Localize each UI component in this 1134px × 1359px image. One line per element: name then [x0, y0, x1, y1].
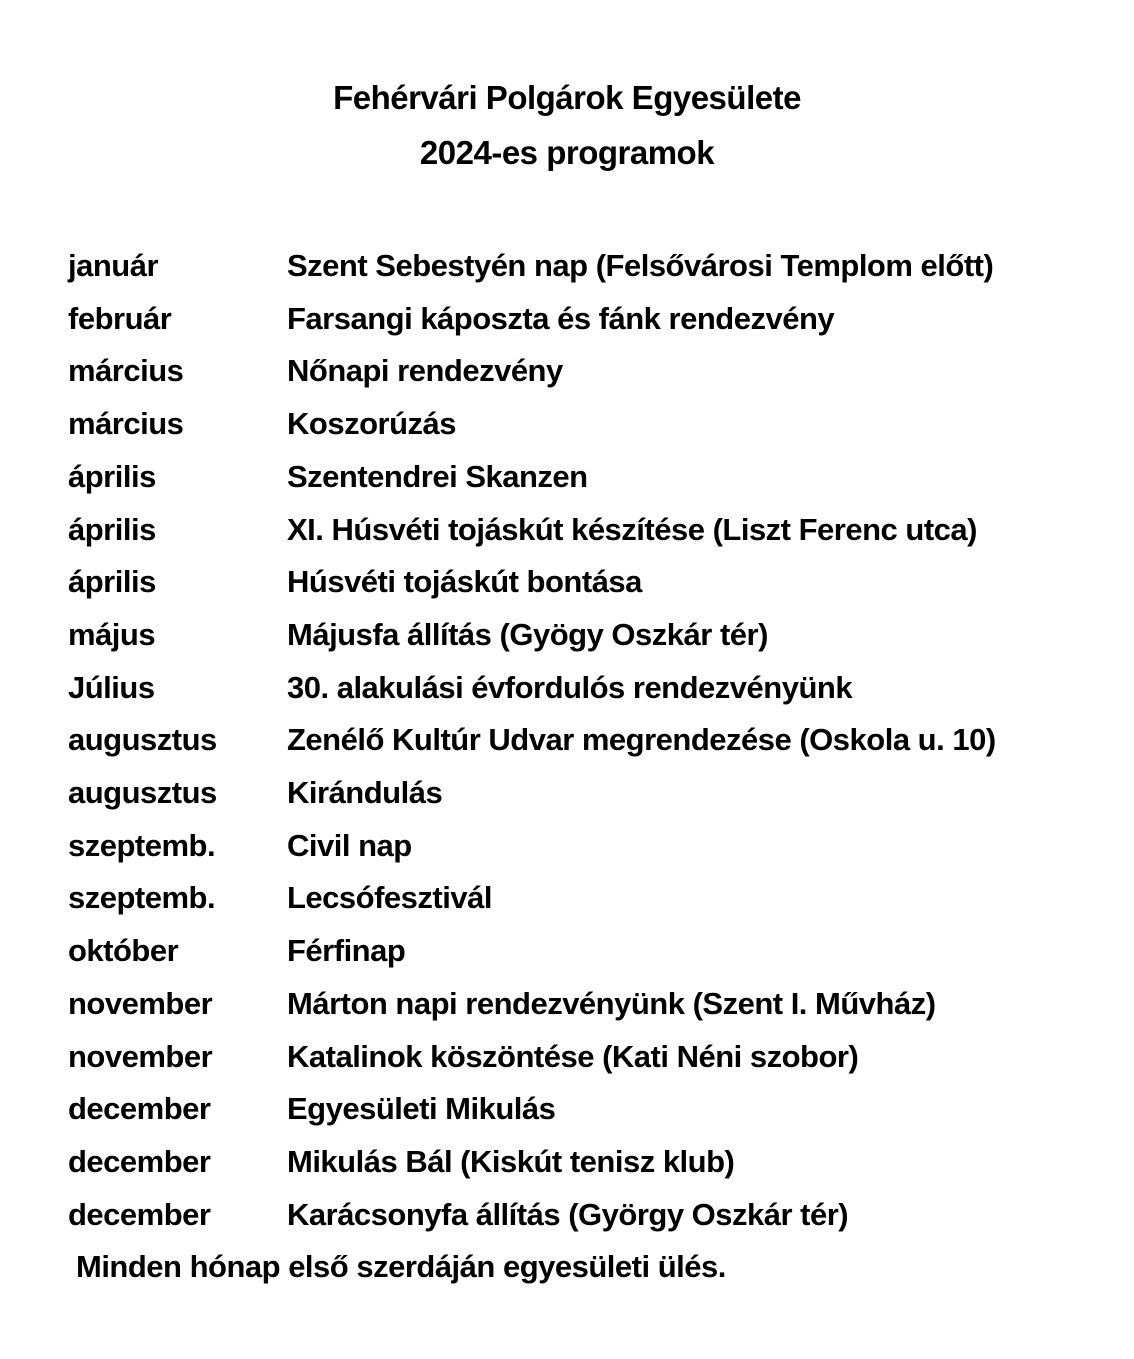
program-month: november	[68, 985, 213, 1021]
program-event: Kirándulás	[287, 775, 443, 811]
program-event: Karácsonyfa állítás (György Oszkár tér)	[287, 1196, 849, 1232]
program-row	[68, 556, 1114, 609]
program-row	[68, 1189, 1114, 1242]
program-row	[68, 662, 1114, 715]
program-row	[68, 820, 1114, 873]
program-row	[68, 398, 1114, 451]
program-event: Márton napi rendezvényünk (Szent I. Művház)	[287, 985, 936, 1021]
page-title: Fehérvári Polgárok Egyesülete	[333, 79, 801, 116]
program-row	[68, 1083, 1114, 1136]
program-event: Férfinap	[287, 933, 406, 969]
program-event: Farsangi káposzta és fánk rendezvény	[287, 300, 835, 336]
program-event: Zenélő Kultúr Udvar megrendezése (Oskola u. 10)	[287, 722, 996, 758]
program-month: augusztus	[68, 722, 217, 758]
program-row	[68, 767, 1114, 820]
program-event: Húsvéti tojáskút bontása	[287, 564, 642, 600]
program-row	[68, 504, 1114, 557]
program-row	[68, 1031, 1114, 1084]
program-row	[68, 1136, 1114, 1189]
program-month: április	[68, 564, 156, 600]
program-month: szeptemb.	[68, 827, 216, 863]
program-event: Májusfa állítás (Gyögy Oszkár tér)	[287, 616, 768, 652]
program-month: augusztus	[68, 775, 217, 811]
program-row	[68, 978, 1114, 1031]
page-subtitle: 2024-es programok	[419, 134, 715, 171]
program-row	[68, 872, 1114, 925]
program-month: január	[68, 248, 159, 283]
program-month: május	[68, 616, 156, 652]
program-month: március	[68, 353, 184, 389]
program-month: október	[68, 933, 179, 969]
program-row	[68, 714, 1114, 767]
program-row	[68, 609, 1114, 662]
program-event: XI. Húsvéti tojáskút készítése (Liszt Ferenc utca)	[287, 511, 977, 547]
program-list	[0, 240, 1134, 1241]
program-row	[68, 925, 1114, 978]
program-month: december	[68, 1143, 211, 1179]
program-event: Koszorúzás	[287, 406, 456, 442]
program-event: Civil nap	[287, 827, 412, 863]
program-event: Lecsófesztivál	[287, 880, 492, 916]
program-row	[68, 293, 1114, 346]
program-month: november	[68, 1038, 213, 1074]
program-row	[68, 451, 1114, 504]
footer-note: Minden hónap első szerdáján egyesületi ülés.	[76, 1249, 726, 1285]
program-event: Katalinok köszöntése (Kati Néni szobor)	[287, 1038, 859, 1074]
program-month: április	[68, 511, 156, 547]
program-month: április	[68, 458, 156, 494]
program-event: Egyesületi Mikulás	[287, 1091, 556, 1127]
program-event: Szentendrei Skanzen	[287, 458, 588, 494]
program-row	[68, 240, 1114, 293]
title-block	[0, 0, 1134, 180]
program-month: március	[68, 406, 184, 442]
program-event: 30. alakulási évfordulós rendezvényünk	[287, 669, 853, 705]
program-event: Nőnapi rendezvény	[287, 353, 563, 389]
program-row	[68, 345, 1114, 398]
program-month: szeptemb.	[68, 880, 216, 916]
program-month: Július	[68, 669, 155, 705]
program-month: december	[68, 1091, 211, 1127]
program-month: december	[68, 1196, 211, 1232]
program-event: Szent Sebestyén nap (Felsővárosi Templom előtt)	[287, 248, 994, 283]
program-month: február	[68, 300, 172, 336]
program-event: Mikulás Bál (Kiskút tenisz klub)	[287, 1143, 735, 1179]
